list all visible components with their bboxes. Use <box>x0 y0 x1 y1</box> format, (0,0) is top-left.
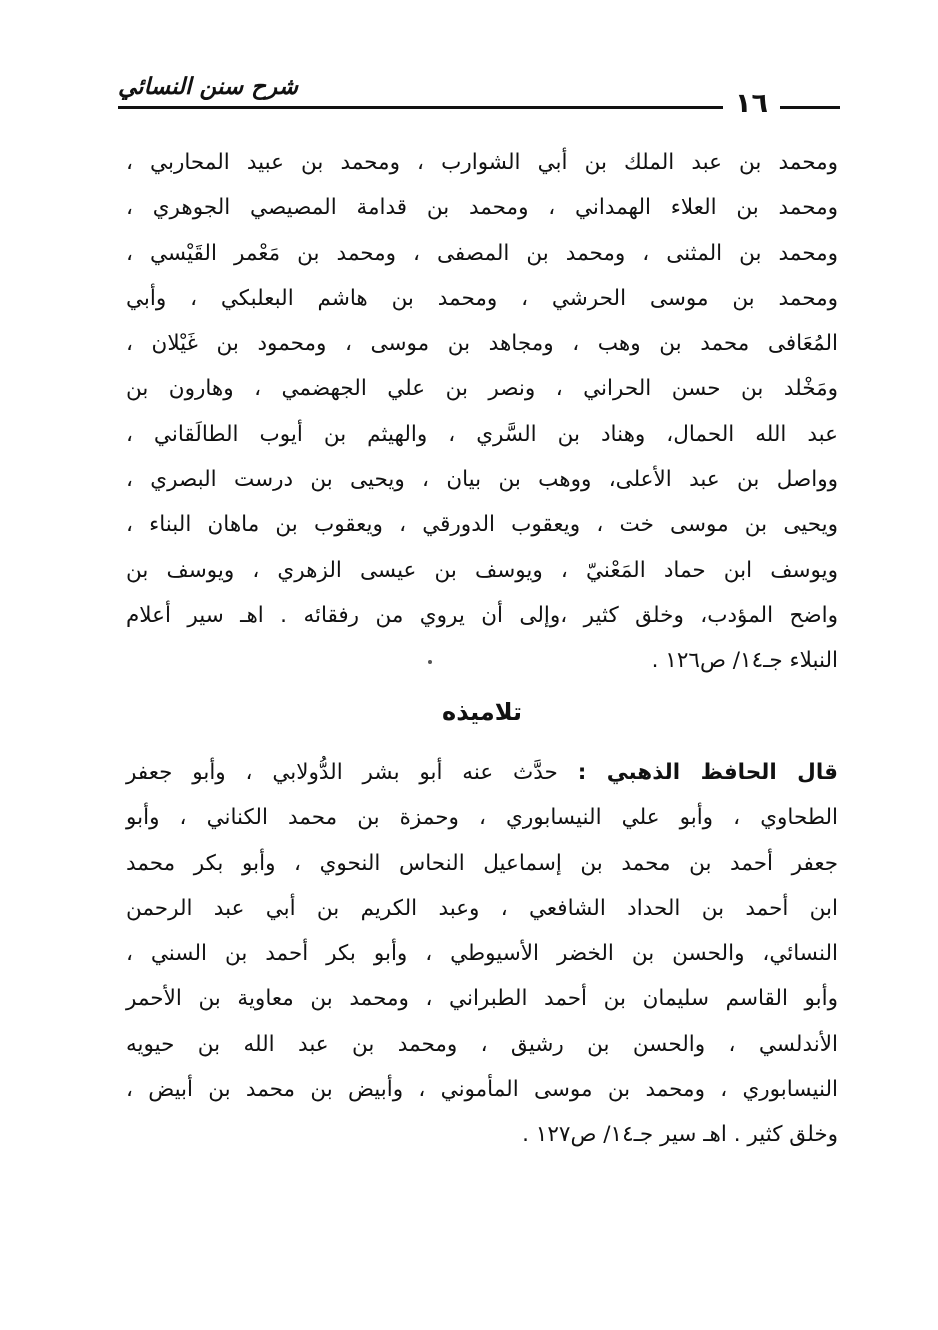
text-line: ومحمد بن عبد الملك بن أبي الشوارب ، ومحمد بن عبيد المحاربي ، <box>126 150 838 175</box>
text-line: المُعَافى محمد بن وهب ، ومجاهد بن موسى ، ومحمود بن غَيْلان ، <box>126 331 838 357</box>
text-line: وأبو القاسم سليمان بن أحمد الطبراني ، ومحمد بن معاوية بن الأحمر <box>126 986 838 1012</box>
text-line: النيسابوري ، ومحمد بن موسى المأموني ، وأبيض بن محمد بن أبيض ، <box>126 1077 838 1103</box>
text-line: النسائي، والحسن بن الخضر الأسيوطي ، وأبو بكر أحمد بن السني ، <box>126 941 838 967</box>
page-number: ١٦ <box>723 88 780 120</box>
text-line: عبد الله الحمال، وهناد بن السَّري ، والهيثم بن أيوب الطالَقاني ، <box>126 421 838 447</box>
text-line: جعفر أحمد بن محمد بن إسماعيل النحاس النحوي ، وأبو بكر محمد <box>126 850 838 876</box>
text-line: وخلق كثير . اهـ سير جـ١٤/ ص١٢٧ . <box>522 1122 838 1148</box>
text-line: وواصل بن عبد الأعلى، ووهب بن بيان ، ويحيى بن درست البصري ، <box>126 467 838 493</box>
disciples-paragraph <box>126 750 838 1158</box>
students-list-paragraph <box>126 140 838 684</box>
text-line: ويحيى بن موسى خت ، ويعقوب الدورقي ، ويعقوب بن ماهان البناء ، <box>126 512 838 538</box>
print-speck <box>428 660 432 664</box>
text-line: ومَخْلد بن حسن الحراني ، ونصر بن علي الجهضمي ، وهارون بن <box>126 376 838 402</box>
running-header <box>118 72 840 120</box>
text-run: حدَّث عنه أبو بشر الدُّولابي ، وأبو جعفر <box>126 760 558 785</box>
text-line: النبلاء جـ١٤/ ص١٢٦ . <box>651 648 838 674</box>
text-line: الأندلسي ، والحسن بن رشيق ، ومحمد بن عبد الله بن حيويه <box>126 1031 838 1057</box>
quote-attribution: قال الحافظ الذهبي : <box>577 760 838 785</box>
text-line: الطحاوي ، وأبو علي النيسابوري ، وحمزة بن محمد الكناني ، وأبو <box>126 805 838 831</box>
text-line: ومحمد بن المثنى ، ومحمد بن المصفى ، ومحمد بن مَعْمر القَيْسي ، <box>126 240 838 266</box>
text-line: ابن أحمد بن الحداد الشافعي ، وعبد الكريم بن أبي عبد الرحمن <box>126 895 838 921</box>
book-title: شرح سنن النسائي <box>118 74 298 100</box>
text-line: واضح المؤدب، وخلق كثير ،وإلى أن يروي من رفقائه . اهـ سير أعلام <box>126 602 838 628</box>
text-line: ومحمد بن موسى الحرشي ، ومحمد بن هاشم البعلبكي ، وأبي <box>126 285 838 311</box>
section-heading: تلاميذه <box>442 698 522 726</box>
text-line: ويوسف ابن حماد المَعْنيّ ، ويوسف بن عيسى الزهري ، ويوسف بن <box>126 557 838 583</box>
text-line: ومحمد بن العلاء الهمداني ، ومحمد بن قدامة المصيصي الجوهري ، <box>126 195 838 221</box>
text-line <box>126 750 838 795</box>
